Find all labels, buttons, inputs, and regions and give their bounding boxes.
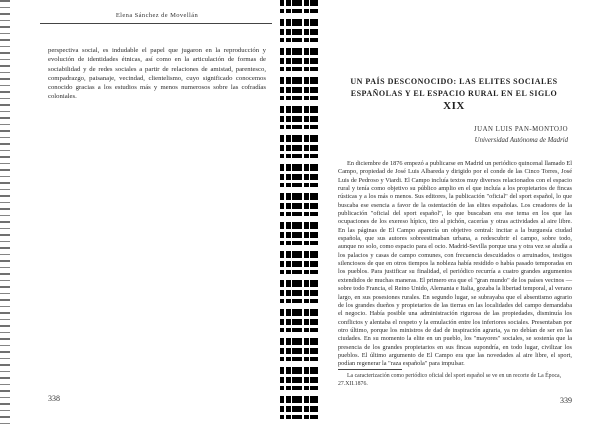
chapter-title-line-2-text: ESPAÑOLAS Y EL ESPACIO RURAL EN EL SIGLO <box>350 89 558 98</box>
page-number-left: 338 <box>48 394 60 403</box>
author-name: JUAN LUIS PAN-MONTOJO <box>474 126 568 133</box>
chapter-title-line-1: UN PAÍS DESCONOCIDO: LAS ELITES SOCIALES <box>350 77 558 86</box>
page-number-right: 339 <box>560 396 572 405</box>
right-page-body <box>338 160 572 369</box>
book-gutter-shadow <box>280 0 318 424</box>
chapter-title <box>344 76 564 113</box>
chapter-title-line-2 <box>344 88 564 113</box>
scan-left-edge <box>0 0 10 424</box>
running-head-rule <box>40 23 272 24</box>
chapter-title-century: XIX <box>443 100 465 112</box>
running-head: Elena Sánchez de Movellán <box>115 12 199 19</box>
author-affiliation: Universidad Autónoma de Madrid <box>474 137 568 144</box>
footnote-rule <box>338 369 402 370</box>
left-page-body-text: perspectiva social, es indudable el papel que jugaron en la reproducción y evolución de identidades étnicas, así como en la articulación de formas de sociabilidad y de redes sociales a partir de relaciones de amistad, parentesco, compadrazgo, paisanaje, vecindad, clientelismo, cuyo significado conocemos conocido gracias a los estudios más y menos numerosos sobre las cofradías coloniales. <box>48 47 266 101</box>
footnote: La caracterización como periódico oficial del sport español se ve en un recorte de La Época, 27.XII.1876. <box>338 373 562 387</box>
right-page-body-paragraph: En diciembre de 1876 empezó a publicarse en Madrid un periódico quincenal llamado El Campo, propiedad de José Luis Albareda y dirigido por el conde de las Cinco Torres, José Luis de Pedroso y Viardi. El Campo incluía textos muy diversos relacionados con el espacio rural y tenía como objetivo su público amplio en el que incluía a los propietarios de fincas rústicas y a los más o menos. Sus editores, la publicación "oficial" del sport español, lo que buscaba ese esencia a favor de la ostentación de las elites españolas. Los creadores de la publicación "oficial del sport español", lo que buscaban era ese tema en los que las ocupaciones de los exereso hípico, tiro al pichón, cacerías y otras actividades al aire libre. En las páginas de El Campo aparecía un objetivo central: incitar a la burguesía ciudad española, que sus autores sobreestimaban urbana, a redescubrir el campo, sobre todo, aunque no solo, como espacio para el ocio. Madrid-Sevilla porque una y otra vez se aludía a los palacios y casas de campo comunes, con frecuencia descuidados o arruinados, testigos silenciosos de que en otros tiempos la nobleza había residido o había pasado temporadas en los pueblos. Para justificar su finalidad, el periódico recurría a cuatro grandes argumentos extendidos de muchas maneras. El primero era que el "gran mundo" de los países vecinos —sobre todo Francia, el Reino Unido, Alemania e Italia, gozaba la libertad temporal, al verano largo, en sus posesiones rurales. En segundo lugar, se subrayaba que el absentismo agrario de los grandes dueños y propietarios de las tierras en las localidades del campo demandaba el negocio. Había posible una administración rigurosa de las propiedades, disminuía los conflictos y alentaba el respeto y la emulación entre los inferiores sociales. Presentaban por otro último, porque los ministros de dad de inspiración agraria, ya no debían de ser en las ciudades. En su momento la elite en un pueblo, los "mayores" sociales, se sostenía que la presencia de los grandes propietarios en sus fincas supondría, en todo lugar, civilizar los pueblos. El último argumento de El Campo era que las novedades al aire libre, el sport, podían regenerar la "raza española" para impulsar. <box>338 160 572 368</box>
